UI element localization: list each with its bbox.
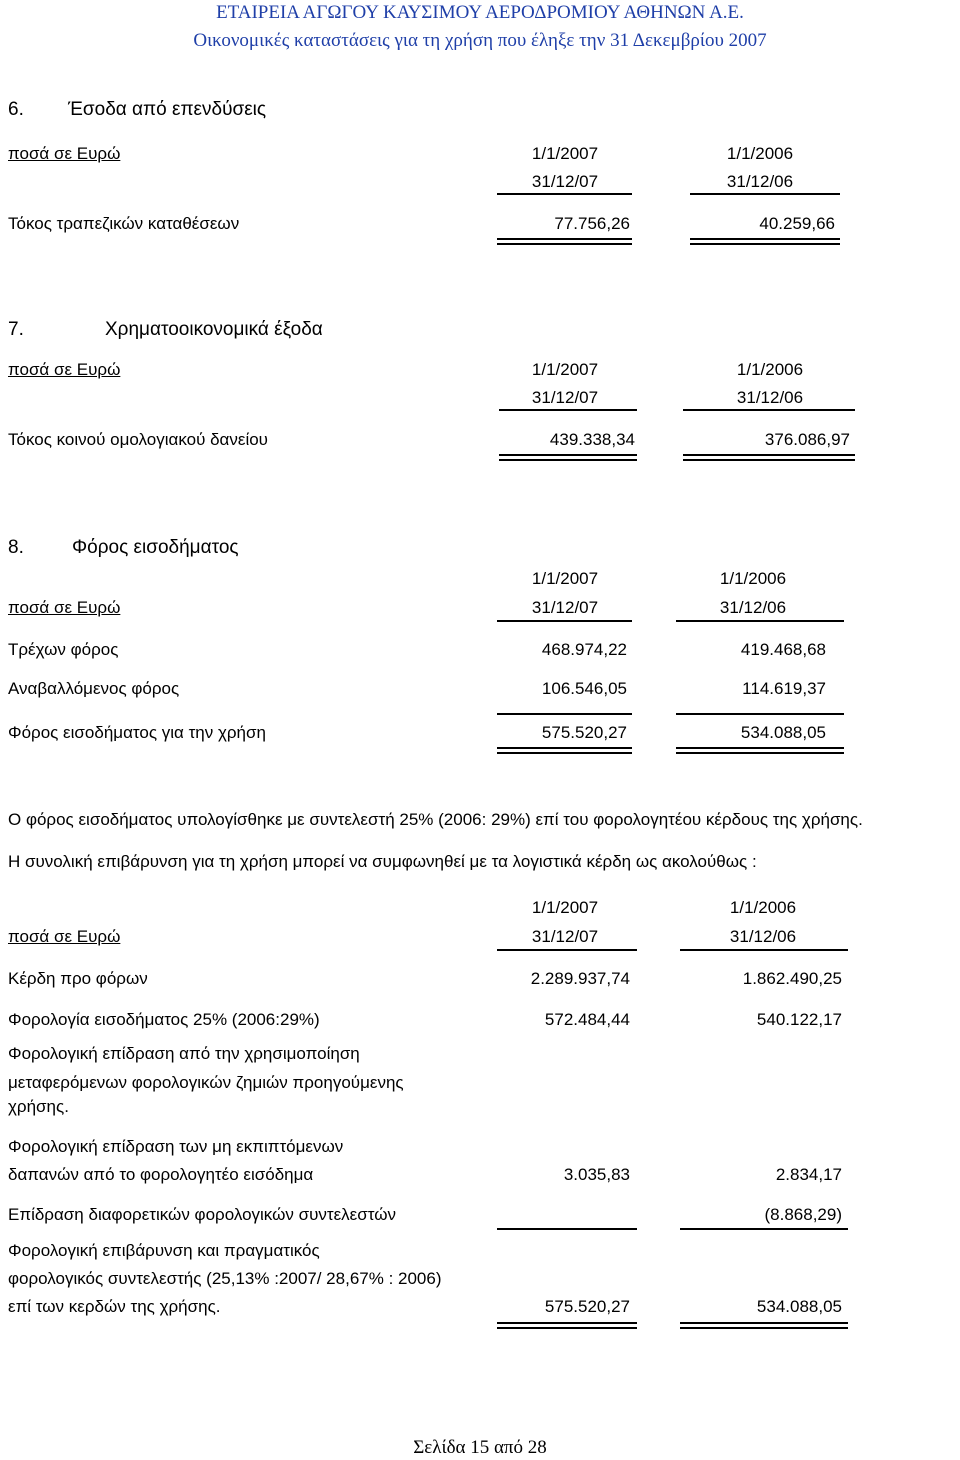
- recon-col2-rule: [680, 949, 848, 951]
- recon-total-2007: 575.520,27: [544, 1297, 630, 1316]
- s7-col2-start: 1/1/2006: [736, 360, 804, 379]
- s8-current-tax-2007: 468.974,22: [541, 640, 627, 659]
- s7-col2-end: 31/12/06: [736, 388, 804, 407]
- s7-row-value-2007: 439.338,34: [549, 430, 635, 449]
- recon-row-nondeductible-1: Φορολογική επίδραση των μη εκπιπτόμενων: [8, 1137, 344, 1156]
- s8-deferred-tax-2006: 114.619,37: [742, 679, 826, 698]
- s6-row-value-2006: 40.259,66: [759, 214, 835, 233]
- s6-col2-rule: [690, 193, 840, 195]
- recon-amounts-label: ποσά σε Ευρώ: [8, 927, 121, 946]
- recon-row-total-2: φορολογικός συντελεστής (25,13% :2007/ 28,67% : 2006): [8, 1269, 442, 1288]
- s6-col2-total-rule: [690, 238, 840, 245]
- company-name: ΕΤΑΙΡΕΙΑ ΑΓΩΓΟΥ ΚΑΥΣΙΜΟΥ ΑΕΡΟΔΡΟΜΙΟΥ ΑΘΗΝΩΝ Α.Ε.: [216, 2, 744, 23]
- s8-deferred-tax-2007: 106.546,05: [541, 679, 627, 698]
- recon-rate-difference-2006: (8.868,29): [764, 1205, 842, 1224]
- s8-note-reconciliation: Η συνολική επιβάρυνση για τη χρήση μπορεί να συμφωνηθεί με τα λογιστικά κέρδη ως ακολούθως :: [8, 852, 757, 871]
- s8-row-deferred-tax: Αναβαλλόμενος φόρος: [8, 679, 180, 698]
- recon-row-income-tax: Φορολογία εισοδήματος 25% (2006:29%): [8, 1010, 320, 1029]
- recon-row-loss-carryforward-2: μεταφερόμενων φορολογικών ζημιών προηγούμενης: [8, 1073, 404, 1092]
- recon-row-total-1: Φορολογική επιβάρυνση και πραγματικός: [8, 1241, 320, 1260]
- recon-row-loss-carryforward-3: χρήσης.: [8, 1097, 69, 1116]
- s8-row-total-tax: Φόρος εισοδήματος για την χρήση: [8, 723, 266, 742]
- recon-total-2006: 534.088,05: [756, 1297, 842, 1316]
- s7-col1-rule: [499, 409, 637, 411]
- s8-subtotal-rule-2006: [676, 713, 844, 715]
- s8-total-tax-2006: 534.088,05: [740, 723, 826, 742]
- page-number: Σελίδα 15 από 28: [413, 1437, 547, 1458]
- s6-row-label: Τόκος τραπεζικών καταθέσεων: [8, 214, 240, 233]
- recon-row-loss-carryforward-1: Φορολογική επίδραση από την χρησιμοποίηση: [8, 1044, 360, 1063]
- recon-income-tax-2006: 540.122,17: [756, 1010, 842, 1029]
- recon-row-nondeductible-2: δαπανών από το φορολογητέο εισόδημα: [8, 1165, 314, 1184]
- s8-note-rate: Ο φόρος εισοδήματος υπολογίσθηκε με συντελεστή 25% (2006: 29%) επί του φορολογητέου κέρδους της χρήσης.: [8, 810, 863, 829]
- s8-row-current-tax: Τρέχων φόρος: [8, 640, 119, 659]
- section-7-title: Χρηματοοικονομικά έξοδα: [105, 319, 323, 340]
- recon-col1-end: 31/12/07: [531, 927, 599, 946]
- s7-row-value-2006: 376.086,97: [764, 430, 850, 449]
- s8-amounts-label: ποσά σε Ευρώ: [8, 598, 121, 617]
- s8-col2-start: 1/1/2006: [719, 569, 787, 588]
- s6-col1-end: 31/12/07: [531, 172, 599, 191]
- s6-row-value-2007: 77.756,26: [554, 214, 630, 233]
- section-7-number: 7.: [8, 319, 24, 340]
- s7-col2-rule: [683, 409, 855, 411]
- s8-total-rule-2006: [676, 747, 844, 754]
- s7-col1-total-rule: [499, 454, 637, 461]
- s8-current-tax-2006: 419.468,68: [740, 640, 826, 659]
- s8-col1-rule: [497, 620, 632, 622]
- s8-total-rule-2007: [497, 747, 632, 754]
- recon-row-profit-before-tax: Κέρδη προ φόρων: [8, 969, 148, 988]
- s8-col2-end: 31/12/06: [719, 598, 787, 617]
- recon-subtotal-rule-2006: [680, 1228, 848, 1230]
- s6-col2-end: 31/12/06: [726, 172, 794, 191]
- section-8-title: Φόρος εισοδήματος: [72, 537, 239, 558]
- s8-col1-start: 1/1/2007: [531, 569, 599, 588]
- s6-col1-total-rule: [497, 238, 632, 245]
- s8-subtotal-rule-2007: [497, 713, 632, 715]
- s7-col1-start: 1/1/2007: [531, 360, 599, 379]
- recon-row-rate-difference: Επίδραση διαφορετικών φορολογικών συντελεστών: [8, 1205, 396, 1224]
- recon-col1-start: 1/1/2007: [531, 898, 599, 917]
- s8-total-tax-2007: 575.520,27: [541, 723, 627, 742]
- s8-col2-rule: [676, 620, 844, 622]
- s7-amounts-label: ποσά σε Ευρώ: [8, 360, 121, 379]
- s6-col2-start: 1/1/2006: [726, 144, 794, 163]
- s7-col2-total-rule: [683, 454, 855, 461]
- report-subtitle: Οικονομικές καταστάσεις για τη χρήση που έληξε την 31 Δεκεμβρίου 2007: [193, 30, 767, 51]
- section-8-number: 8.: [8, 537, 24, 558]
- s7-col1-end: 31/12/07: [531, 388, 599, 407]
- s6-col1-start: 1/1/2007: [531, 144, 599, 163]
- recon-total-rule-2007: [497, 1322, 637, 1329]
- recon-col2-end: 31/12/06: [729, 927, 797, 946]
- recon-col2-start: 1/1/2006: [729, 898, 797, 917]
- section-6-number: 6.: [8, 99, 24, 120]
- recon-nondeductible-2006: 2.834,17: [775, 1165, 842, 1184]
- recon-col1-rule: [497, 949, 637, 951]
- s6-col1-rule: [497, 193, 632, 195]
- recon-profit-2007: 2.289.937,74: [530, 969, 630, 988]
- recon-row-total-3: επί των κερδών της χρήσης.: [8, 1297, 221, 1316]
- recon-profit-2006: 1.862.490,25: [742, 969, 842, 988]
- s8-col1-end: 31/12/07: [531, 598, 599, 617]
- recon-income-tax-2007: 572.484,44: [544, 1010, 630, 1029]
- s6-amounts-label: ποσά σε Ευρώ: [8, 144, 121, 163]
- s7-row-label: Τόκος κοινού ομολογιακού δανείου: [8, 430, 268, 449]
- recon-total-rule-2006: [680, 1322, 848, 1329]
- recon-nondeductible-2007: 3.035,83: [563, 1165, 630, 1184]
- section-6-title: Έσοδα από επενδύσεις: [68, 99, 267, 120]
- recon-subtotal-rule-2007: [497, 1228, 637, 1230]
